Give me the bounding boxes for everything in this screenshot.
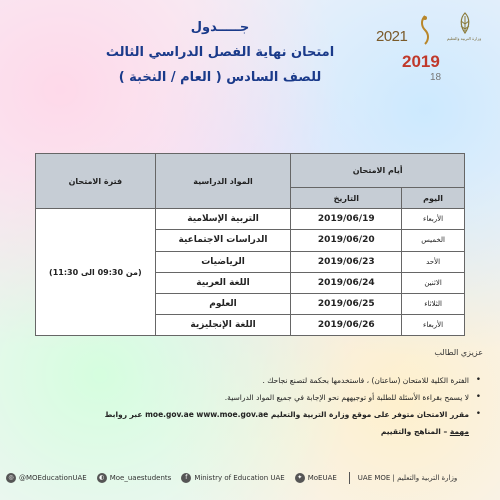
twitter-link[interactable] [295, 473, 337, 483]
bullet-icon: • [475, 375, 481, 385]
day-cell: الثلاثاء [402, 293, 465, 314]
note-text: لا يسمح بقراءة الأسئلة للطلبة أو توجيههم نحو الإجابة في جميع المواد الدراسية. [224, 393, 469, 402]
day-cell: الأحد [402, 251, 465, 272]
subject-cell: الرياضيات [155, 251, 291, 272]
twitter-icon: ✦ [295, 473, 305, 483]
note-text: الفترة الكلية للامتحان (ساعتان) ، فاستخدمها بحكمة لتصنع نجاحك . [262, 376, 469, 385]
day-cell: الأربعاء [402, 209, 465, 230]
social-footer [0, 466, 500, 490]
greeting: عزيزي الطالب [434, 348, 483, 357]
subject-cell: اللغة الإنجليزية [155, 314, 291, 335]
student-notes [20, 348, 483, 438]
snapchat-label: Moe_uaestudents [109, 474, 172, 482]
header-exam-days: أيام الامتحان [291, 154, 465, 188]
important-link[interactable]: مهمة [449, 427, 469, 436]
twitter-label: MoEUAE [307, 474, 337, 482]
grade-title: للصف السادس ( العام / النخبة ) [118, 70, 322, 85]
year-of-tolerance-logo [374, 10, 434, 50]
facebook-label: Ministry of Education UAE [194, 474, 285, 482]
ministry-caption: وزارة التربية والتعليم [446, 36, 482, 41]
instagram-link[interactable] [6, 473, 87, 483]
instagram-label: @MOEducationUAE [19, 474, 87, 482]
date-cell: 2019/06/24 [291, 272, 402, 293]
footer-divider [349, 472, 350, 484]
facebook-icon: f [181, 473, 191, 483]
list-item [20, 392, 483, 403]
ministry-logo [440, 12, 488, 50]
date-cell: 2019/06/20 [291, 230, 402, 251]
header-subjects: المواد الدراسية [155, 154, 291, 209]
subject-cell: اللغة العربية [155, 272, 291, 293]
academic-year: 2019 [402, 52, 440, 71]
notes-list [20, 375, 483, 420]
note-continuation [20, 426, 483, 438]
list-item [20, 375, 483, 386]
subject-cell: التربية الإسلامية [155, 209, 291, 230]
instagram-icon: ◎ [6, 473, 16, 483]
exam-schedule-table [35, 153, 465, 336]
date-cell: 2019/06/23 [291, 251, 402, 272]
date-cell: 2019/06/26 [291, 314, 402, 335]
subject-cell: الدراسات الاجتماعية [155, 230, 291, 251]
snapchat-icon: ◐ [97, 473, 107, 483]
header-date: التاريخ [291, 188, 402, 209]
ministry-emblem-icon [454, 12, 476, 34]
facebook-link[interactable] [181, 473, 284, 483]
date-cell: 2019/06/19 [291, 209, 402, 230]
table-row [36, 209, 465, 230]
logo-2021-mark-icon [418, 14, 432, 46]
curricula-link[interactable]: – المناهج والتقييم [380, 427, 450, 436]
period-cell: (من 09:30 الى 11:30) [36, 209, 156, 336]
list-item [20, 409, 483, 420]
title-block [90, 20, 350, 85]
header-period: فترة الامتحان [36, 154, 156, 209]
day-cell: الاثنين [402, 272, 465, 293]
page-title: جـــــدول [190, 20, 250, 35]
academic-year-sub: 18 [430, 72, 442, 83]
date-cell: 2019/06/25 [291, 293, 402, 314]
table-header-row [36, 154, 465, 188]
subject-cell: العلوم [155, 293, 291, 314]
logo-2021-text: 2021 [376, 28, 408, 45]
day-cell: الأربعاء [402, 314, 465, 335]
bullet-icon: • [475, 409, 481, 419]
footer-brand: UAE MOE | وزارة التربية والتعليم [357, 474, 458, 482]
snapchat-link[interactable] [97, 473, 172, 483]
bullet-icon: • [475, 392, 481, 402]
exam-title: امتحان نهاية الفصل الدراسي الثالث [105, 45, 335, 60]
day-cell: الخميس [402, 230, 465, 251]
header-day: اليوم [402, 188, 465, 209]
note-text: مقرر الامتحان متوفر على موقع وزارة التربية والتعليم moe.gov.ae www.moe.gov.ae عبر روابط [104, 410, 469, 419]
